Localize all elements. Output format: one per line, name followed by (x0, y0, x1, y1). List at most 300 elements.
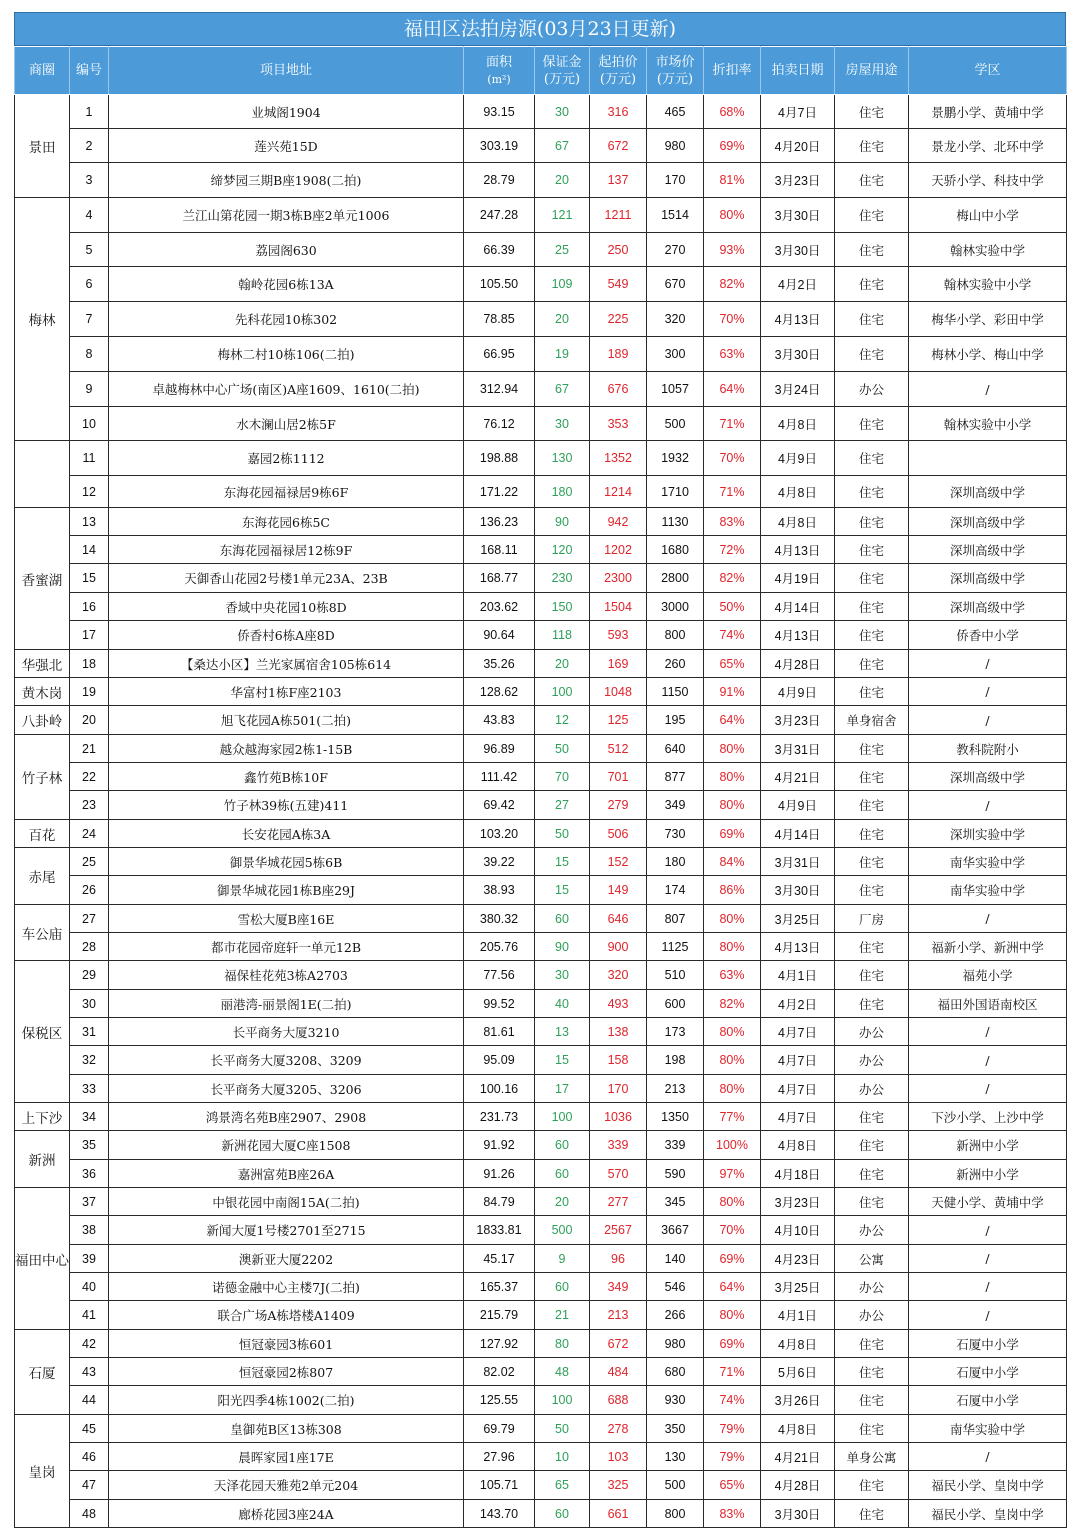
auction-date: 4月23日 (761, 1245, 835, 1273)
deposit-value: 27 (535, 791, 590, 820)
property-use: 住宅 (835, 961, 909, 990)
deposit-value: 60 (535, 1131, 590, 1160)
market-price-value: 500 (647, 407, 704, 441)
start-price-value: 213 (590, 1301, 647, 1330)
discount-rate: 81% (704, 163, 761, 198)
discount-rate: 63% (704, 961, 761, 990)
deposit-value: 60 (535, 905, 590, 933)
discount-rate: 79% (704, 1415, 761, 1443)
school-district: 南华实验中学 (909, 876, 1067, 905)
start-price-value: 570 (590, 1160, 647, 1188)
project-address: 越众越海家园2栋1-15B (109, 735, 464, 763)
table-row (15, 302, 1067, 337)
project-address: 晨晖家园1座17E (109, 1443, 464, 1471)
property-use: 住宅 (835, 1188, 909, 1216)
property-use: 办公 (835, 1273, 909, 1301)
school-district: 深圳高级中学 (909, 564, 1067, 593)
auction-date: 4月9日 (761, 678, 835, 706)
header-market-label: 市场价 (655, 54, 695, 70)
discount-rate: 86% (704, 876, 761, 905)
property-use: 住宅 (835, 267, 909, 302)
deposit-value: 50 (535, 735, 590, 763)
row-number: 30 (70, 990, 109, 1018)
school-district: 深圳高级中学 (909, 476, 1067, 508)
discount-rate: 74% (704, 621, 761, 650)
area-value: 43.83 (464, 706, 535, 735)
row-number: 4 (70, 198, 109, 233)
start-price-value: 1048 (590, 678, 647, 706)
market-price-value: 546 (647, 1273, 704, 1301)
row-number: 8 (70, 337, 109, 372)
deposit-value: 21 (535, 1301, 590, 1330)
property-use: 住宅 (835, 1500, 909, 1528)
start-price-value: 1211 (590, 198, 647, 233)
market-price-value: 180 (647, 848, 704, 876)
property-use: 住宅 (835, 407, 909, 441)
area-value: 35.26 (464, 650, 535, 678)
table-row (15, 735, 1067, 763)
market-price-value: 3667 (647, 1216, 704, 1245)
area-value: 100.16 (464, 1075, 535, 1103)
header-area (464, 47, 535, 95)
area-value: 96.89 (464, 735, 535, 763)
row-number: 6 (70, 267, 109, 302)
table-row (15, 1500, 1067, 1528)
school-district: / (909, 678, 1067, 706)
deposit-value: 50 (535, 1415, 590, 1443)
deposit-value: 118 (535, 621, 590, 650)
auction-date: 4月2日 (761, 990, 835, 1018)
auction-date: 4月7日 (761, 1103, 835, 1131)
school-district: 下沙小学、上沙中学 (909, 1103, 1067, 1131)
school-district: 景龙小学、北环中学 (909, 129, 1067, 163)
project-address: 旭飞花园A栋501(二拍) (109, 706, 464, 735)
table-row (15, 621, 1067, 650)
project-address: 侨香村6栋A座8D (109, 621, 464, 650)
school-district: 福民小学、皇岗中学 (909, 1471, 1067, 1500)
school-district: 深圳高级中学 (909, 593, 1067, 621)
property-use: 住宅 (835, 621, 909, 650)
school-district: / (909, 1046, 1067, 1075)
auction-date: 4月8日 (761, 1330, 835, 1358)
start-price-value: 316 (590, 95, 647, 129)
table-row (15, 820, 1067, 848)
table-row (15, 1075, 1067, 1103)
area-value: 78.85 (464, 302, 535, 337)
deposit-value: 13 (535, 1018, 590, 1046)
area-value: 27.96 (464, 1443, 535, 1471)
school-district: 福田外国语南校区 (909, 990, 1067, 1018)
table-row (15, 1330, 1067, 1358)
project-address: 联合广场A栋塔楼A1409 (109, 1301, 464, 1330)
discount-rate: 83% (704, 508, 761, 536)
market-price-value: 195 (647, 706, 704, 735)
discount-rate: 69% (704, 1245, 761, 1273)
property-use: 住宅 (835, 735, 909, 763)
market-price-value: 465 (647, 95, 704, 129)
row-number: 48 (70, 1500, 109, 1528)
school-district: 深圳高级中学 (909, 508, 1067, 536)
auction-date: 3月25日 (761, 1273, 835, 1301)
project-address: 兰江山第花园一期3栋B座2单元1006 (109, 198, 464, 233)
table-row (15, 848, 1067, 876)
area-value: 231.73 (464, 1103, 535, 1131)
district-cell: 竹子林 (15, 735, 70, 820)
market-price-value: 730 (647, 820, 704, 848)
market-price-value: 174 (647, 876, 704, 905)
deposit-value: 30 (535, 407, 590, 441)
table-row (15, 407, 1067, 441)
discount-rate: 77% (704, 1103, 761, 1131)
market-price-value: 173 (647, 1018, 704, 1046)
discount-rate: 80% (704, 1301, 761, 1330)
deposit-value: 100 (535, 1386, 590, 1415)
area-value: 143.70 (464, 1500, 535, 1528)
school-district: 福新小学、新洲中学 (909, 933, 1067, 961)
property-use: 办公 (835, 1018, 909, 1046)
discount-rate: 82% (704, 564, 761, 593)
start-price-value: 701 (590, 763, 647, 791)
discount-rate: 80% (704, 1188, 761, 1216)
area-value: 69.42 (464, 791, 535, 820)
header-school: 学区 (909, 47, 1067, 95)
area-value: 93.15 (464, 95, 535, 129)
start-price-value: 661 (590, 1500, 647, 1528)
header-deposit-label: 保证金 (542, 54, 582, 70)
discount-rate: 93% (704, 233, 761, 267)
deposit-value: 120 (535, 536, 590, 564)
property-use: 住宅 (835, 933, 909, 961)
project-address: 中银花园中南阁15A(二拍) (109, 1188, 464, 1216)
property-use: 住宅 (835, 302, 909, 337)
area-value: 312.94 (464, 372, 535, 407)
row-number: 2 (70, 129, 109, 163)
project-address: 恒冠豪园2栋807 (109, 1358, 464, 1386)
row-number: 22 (70, 763, 109, 791)
project-address: 长安花园A栋3A (109, 820, 464, 848)
table-row (15, 536, 1067, 564)
area-value: 45.17 (464, 1245, 535, 1273)
school-district (909, 441, 1067, 476)
school-district: 天健小学、黄埔中学 (909, 1188, 1067, 1216)
start-price-value: 250 (590, 233, 647, 267)
start-price-value: 125 (590, 706, 647, 735)
school-district: 石厦中小学 (909, 1386, 1067, 1415)
row-number: 11 (70, 441, 109, 476)
area-value: 66.95 (464, 337, 535, 372)
area-value: 205.76 (464, 933, 535, 961)
discount-rate: 74% (704, 1386, 761, 1415)
discount-rate: 71% (704, 476, 761, 508)
discount-rate: 80% (704, 791, 761, 820)
area-value: 77.56 (464, 961, 535, 990)
property-use: 住宅 (835, 1330, 909, 1358)
area-value: 90.64 (464, 621, 535, 650)
start-price-value: 152 (590, 848, 647, 876)
market-price-value: 590 (647, 1160, 704, 1188)
page-title: 福田区法拍房源(03月23日更新) (14, 12, 1066, 46)
deposit-value: 17 (535, 1075, 590, 1103)
deposit-value: 10 (535, 1443, 590, 1471)
table-row (15, 706, 1067, 735)
school-district: 新洲中小学 (909, 1160, 1067, 1188)
discount-rate: 69% (704, 129, 761, 163)
project-address: 廊桥花园3座24A (109, 1500, 464, 1528)
auction-date: 3月23日 (761, 706, 835, 735)
project-address: 皇御苑B区13栋308 (109, 1415, 464, 1443)
header-area-unit: (m²) (487, 72, 511, 86)
row-number: 28 (70, 933, 109, 961)
row-number: 10 (70, 407, 109, 441)
auction-date: 4月21日 (761, 763, 835, 791)
table-row (15, 1131, 1067, 1160)
auction-date: 4月9日 (761, 441, 835, 476)
deposit-value: 15 (535, 1046, 590, 1075)
start-price-value: 137 (590, 163, 647, 198)
area-value: 171.22 (464, 476, 535, 508)
row-number: 21 (70, 735, 109, 763)
auction-date: 3月30日 (761, 876, 835, 905)
project-address: 荔园阁630 (109, 233, 464, 267)
market-price-value: 213 (647, 1075, 704, 1103)
school-district: 教科院附小 (909, 735, 1067, 763)
start-price-value: 688 (590, 1386, 647, 1415)
start-price-value: 549 (590, 267, 647, 302)
discount-rate: 79% (704, 1443, 761, 1471)
project-address: 都市花园帝庭轩一单元12B (109, 933, 464, 961)
auction-date: 4月8日 (761, 476, 835, 508)
header-market-price (647, 47, 704, 95)
district-cell: 景田 (15, 95, 70, 198)
discount-rate: 65% (704, 1471, 761, 1500)
area-value: 303.19 (464, 129, 535, 163)
school-district: / (909, 905, 1067, 933)
deposit-value: 180 (535, 476, 590, 508)
property-use: 住宅 (835, 1103, 909, 1131)
auction-date: 4月18日 (761, 1160, 835, 1188)
table-row (15, 650, 1067, 678)
discount-rate: 70% (704, 441, 761, 476)
auction-date: 3月30日 (761, 198, 835, 233)
auction-date: 4月20日 (761, 129, 835, 163)
auction-date: 3月30日 (761, 233, 835, 267)
deposit-value: 67 (535, 129, 590, 163)
table-row (15, 267, 1067, 302)
district-cell: 保税区 (15, 961, 70, 1103)
market-price-value: 300 (647, 337, 704, 372)
project-address: 嘉园2栋1112 (109, 441, 464, 476)
auction-date: 4月14日 (761, 820, 835, 848)
auction-date: 3月24日 (761, 372, 835, 407)
deposit-value: 60 (535, 1500, 590, 1528)
row-number: 32 (70, 1046, 109, 1075)
row-number: 26 (70, 876, 109, 905)
school-district: / (909, 1075, 1067, 1103)
start-price-value: 1504 (590, 593, 647, 621)
row-number: 24 (70, 820, 109, 848)
start-price-value: 646 (590, 905, 647, 933)
table-row (15, 95, 1067, 129)
district-cell: 百花 (15, 820, 70, 848)
project-address: 先科花园10栋302 (109, 302, 464, 337)
start-price-value: 320 (590, 961, 647, 990)
district-cell: 香蜜湖 (15, 508, 70, 650)
area-value: 247.28 (464, 198, 535, 233)
project-address: 新洲花园大厦C座1508 (109, 1131, 464, 1160)
school-district: 石厦中小学 (909, 1330, 1067, 1358)
row-number: 14 (70, 536, 109, 564)
project-address: 诺德金融中心主楼7J(二拍) (109, 1273, 464, 1301)
market-price-value: 1514 (647, 198, 704, 233)
header-market-unit: (万元) (656, 71, 694, 87)
header-area-label: 面积 (485, 54, 512, 70)
property-use: 住宅 (835, 1471, 909, 1500)
auction-date: 3月25日 (761, 905, 835, 933)
district-cell: 皇岗 (15, 1415, 70, 1528)
project-address: 丽港湾-丽景阁1E(二拍) (109, 990, 464, 1018)
deposit-value: 130 (535, 441, 590, 476)
row-number: 42 (70, 1330, 109, 1358)
market-price-value: 800 (647, 621, 704, 650)
deposit-value: 100 (535, 1103, 590, 1131)
area-value: 103.20 (464, 820, 535, 848)
market-price-value: 339 (647, 1131, 704, 1160)
discount-rate: 71% (704, 407, 761, 441)
property-use: 住宅 (835, 990, 909, 1018)
area-value: 28.79 (464, 163, 535, 198)
table-row (15, 678, 1067, 706)
deposit-value: 80 (535, 1330, 590, 1358)
area-value: 76.12 (464, 407, 535, 441)
market-price-value: 349 (647, 791, 704, 820)
school-district: 福民小学、皇岗中学 (909, 1500, 1067, 1528)
discount-rate: 84% (704, 848, 761, 876)
area-value: 66.39 (464, 233, 535, 267)
discount-rate: 64% (704, 706, 761, 735)
project-address: 香域中央花园10栋8D (109, 593, 464, 621)
auction-date: 4月13日 (761, 933, 835, 961)
property-use: 单身公寓 (835, 1443, 909, 1471)
start-price-value: 593 (590, 621, 647, 650)
project-address: 长平商务大厦3210 (109, 1018, 464, 1046)
area-value: 91.92 (464, 1131, 535, 1160)
area-value: 84.79 (464, 1188, 535, 1216)
discount-rate: 70% (704, 302, 761, 337)
row-number: 35 (70, 1131, 109, 1160)
district-cell: 石厦 (15, 1330, 70, 1415)
school-district: / (909, 1443, 1067, 1471)
table-row (15, 129, 1067, 163)
project-address: 天御香山花园2号楼1单元23A、23B (109, 564, 464, 593)
start-price-value: 170 (590, 1075, 647, 1103)
area-value: 91.26 (464, 1160, 535, 1188)
school-district: / (909, 1301, 1067, 1330)
auction-date: 5月6日 (761, 1358, 835, 1386)
start-price-value: 506 (590, 820, 647, 848)
table-row (15, 441, 1067, 476)
deposit-value: 100 (535, 678, 590, 706)
property-use: 住宅 (835, 1131, 909, 1160)
property-use: 住宅 (835, 791, 909, 820)
table-row (15, 791, 1067, 820)
auction-date: 3月30日 (761, 1500, 835, 1528)
table-row (15, 1471, 1067, 1500)
project-address: 长平商务大厦3205、3206 (109, 1075, 464, 1103)
school-district: / (909, 1273, 1067, 1301)
table-header (15, 47, 1067, 95)
start-price-value: 2300 (590, 564, 647, 593)
start-price-value: 353 (590, 407, 647, 441)
school-district: 深圳高级中学 (909, 536, 1067, 564)
row-number: 45 (70, 1415, 109, 1443)
row-number: 34 (70, 1103, 109, 1131)
row-number: 9 (70, 372, 109, 407)
property-use: 住宅 (835, 1160, 909, 1188)
discount-rate: 80% (704, 1018, 761, 1046)
table-row (15, 1273, 1067, 1301)
district-cell: 新洲 (15, 1131, 70, 1188)
market-price-value: 260 (647, 650, 704, 678)
row-number: 20 (70, 706, 109, 735)
start-price-value: 189 (590, 337, 647, 372)
project-address: 东海花园福禄居12栋9F (109, 536, 464, 564)
area-value: 95.09 (464, 1046, 535, 1075)
area-value: 105.71 (464, 1471, 535, 1500)
discount-rate: 82% (704, 267, 761, 302)
school-district: 天骄小学、科技中学 (909, 163, 1067, 198)
discount-rate: 64% (704, 372, 761, 407)
project-address: 澳新亚大厦2202 (109, 1245, 464, 1273)
start-price-value: 339 (590, 1131, 647, 1160)
property-use: 住宅 (835, 564, 909, 593)
property-use: 办公 (835, 1046, 909, 1075)
project-address: 雪松大厦B座16E (109, 905, 464, 933)
auction-date: 3月23日 (761, 163, 835, 198)
table-row (15, 961, 1067, 990)
table-row (15, 1188, 1067, 1216)
project-address: 水木澜山居2栋5F (109, 407, 464, 441)
deposit-value: 20 (535, 650, 590, 678)
property-use: 住宅 (835, 820, 909, 848)
row-number: 17 (70, 621, 109, 650)
property-use: 厂房 (835, 905, 909, 933)
deposit-value: 20 (535, 1188, 590, 1216)
area-value: 39.22 (464, 848, 535, 876)
market-price-value: 980 (647, 1330, 704, 1358)
property-use: 住宅 (835, 1386, 909, 1415)
discount-rate: 71% (704, 1358, 761, 1386)
school-district: / (909, 372, 1067, 407)
start-price-value: 149 (590, 876, 647, 905)
start-price-value: 278 (590, 1415, 647, 1443)
market-price-value: 670 (647, 267, 704, 302)
start-price-value: 672 (590, 129, 647, 163)
discount-rate: 80% (704, 933, 761, 961)
area-value: 380.32 (464, 905, 535, 933)
auction-date: 4月1日 (761, 1301, 835, 1330)
school-district: / (909, 791, 1067, 820)
table-row (15, 1216, 1067, 1245)
project-address: 阳光四季4栋1002(二拍) (109, 1386, 464, 1415)
market-price-value: 510 (647, 961, 704, 990)
school-district: / (909, 650, 1067, 678)
discount-rate: 80% (704, 905, 761, 933)
row-number: 13 (70, 508, 109, 536)
deposit-value: 20 (535, 302, 590, 337)
row-number: 38 (70, 1216, 109, 1245)
deposit-value: 19 (535, 337, 590, 372)
deposit-value: 500 (535, 1216, 590, 1245)
